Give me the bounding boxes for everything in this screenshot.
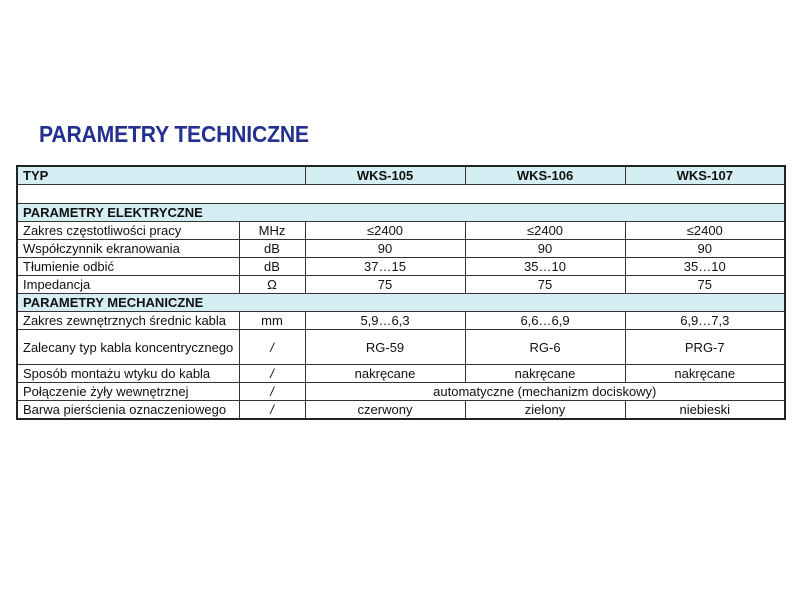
table-row [17, 365, 785, 383]
param-unit: MHz [239, 222, 305, 240]
param-value: PRG-7 [625, 330, 785, 365]
param-name: Współczynnik ekranowania [17, 240, 239, 258]
param-value: czerwony [305, 401, 465, 420]
param-value: 90 [465, 240, 625, 258]
param-value: 75 [305, 276, 465, 294]
param-name: Tłumienie odbić [17, 258, 239, 276]
table-row [17, 240, 785, 258]
param-name: Barwa pierścienia oznaczeniowego [17, 401, 239, 420]
section-electrical [17, 204, 785, 222]
table-row [17, 312, 785, 330]
page-title: PARAMETRY TECHNICZNE [39, 121, 309, 147]
param-unit: / [239, 401, 305, 420]
param-value: 6,9…7,3 [625, 312, 785, 330]
spacer-row [17, 185, 785, 204]
param-unit: / [239, 330, 305, 365]
param-value-merged: automatyczne (mechanizm dociskowy) [305, 383, 785, 401]
param-value: 75 [625, 276, 785, 294]
param-value: 6,6…6,9 [465, 312, 625, 330]
param-value: nakręcane [465, 365, 625, 383]
param-value: zielony [465, 401, 625, 420]
spec-table [16, 165, 786, 420]
param-value: ≤2400 [305, 222, 465, 240]
header-typ: TYP [17, 166, 305, 185]
param-value: 90 [625, 240, 785, 258]
param-value: 37…15 [305, 258, 465, 276]
table-row [17, 258, 785, 276]
header-model-wks-107: WKS-107 [625, 166, 785, 185]
param-name: Impedancja [17, 276, 239, 294]
header-model-wks-105: WKS-105 [305, 166, 465, 185]
param-value: nakręcane [305, 365, 465, 383]
param-name: Zalecany typ kabla koncentrycznego [17, 330, 239, 365]
param-value: 35…10 [625, 258, 785, 276]
param-unit: / [239, 383, 305, 401]
section-title: PARAMETRY MECHANICZNE [17, 294, 785, 312]
param-value: 5,9…6,3 [305, 312, 465, 330]
param-unit: / [239, 365, 305, 383]
table-row [17, 401, 785, 420]
param-unit: mm [239, 312, 305, 330]
table-header-row [17, 166, 785, 185]
param-name: Zakres zewnętrznych średnic kabla [17, 312, 239, 330]
param-value: 90 [305, 240, 465, 258]
table-row [17, 330, 785, 365]
param-value: RG-59 [305, 330, 465, 365]
param-unit: dB [239, 258, 305, 276]
param-unit: Ω [239, 276, 305, 294]
param-value: niebieski [625, 401, 785, 420]
param-name: Sposób montażu wtyku do kabla [17, 365, 239, 383]
param-unit: dB [239, 240, 305, 258]
param-value: nakręcane [625, 365, 785, 383]
param-value: ≤2400 [465, 222, 625, 240]
section-title: PARAMETRY ELEKTRYCZNE [17, 204, 785, 222]
table-row [17, 222, 785, 240]
section-mechanical [17, 294, 785, 312]
table-row [17, 276, 785, 294]
param-name: Zakres częstotliwości pracy [17, 222, 239, 240]
param-value: 75 [465, 276, 625, 294]
table-row [17, 383, 785, 401]
param-value: 35…10 [465, 258, 625, 276]
param-value: RG-6 [465, 330, 625, 365]
param-name: Połączenie żyły wewnętrznej [17, 383, 239, 401]
header-model-wks-106: WKS-106 [465, 166, 625, 185]
param-value: ≤2400 [625, 222, 785, 240]
